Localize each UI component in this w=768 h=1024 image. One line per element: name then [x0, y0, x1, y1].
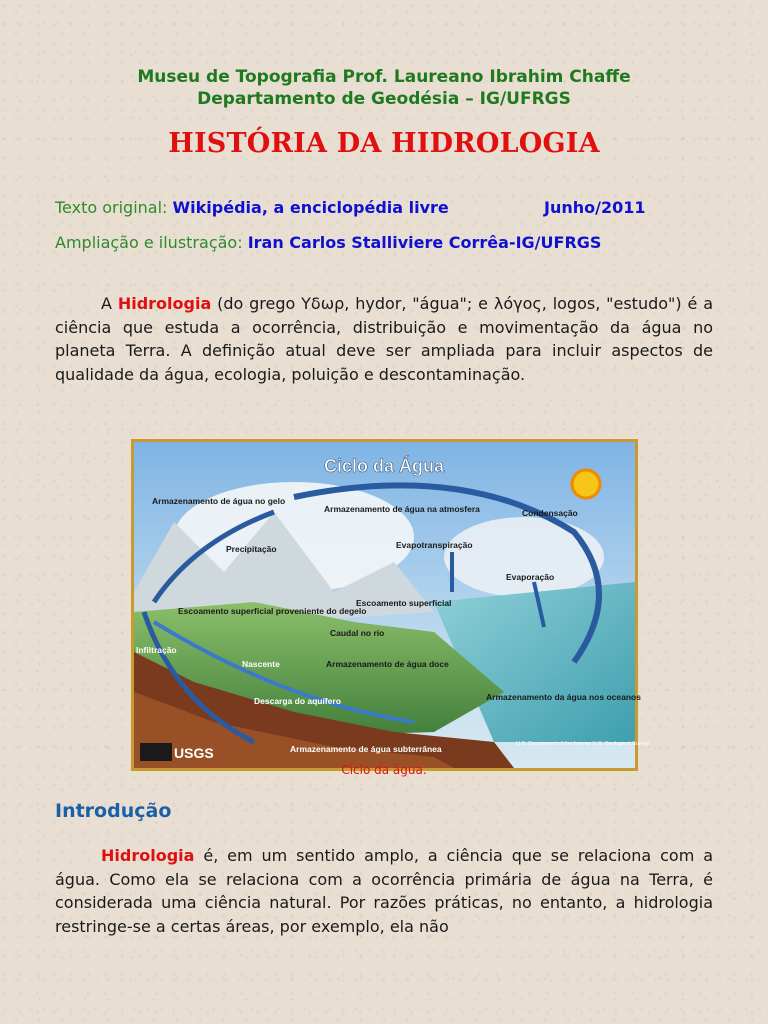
label-subterranea: Armazenamento de água subterrânea — [290, 744, 442, 754]
original-source[interactable]: Wikipédia, a enciclopédia livre — [172, 198, 449, 217]
introducao-paragraph — [55, 844, 713, 938]
usgs-credit: U.S. Department of the Interior U.S. Geological Survey — [516, 741, 650, 747]
label-precipitacao: Precipitação — [226, 544, 277, 554]
label-escoamento-degelo: Escoamento superficial proveniente do degelo — [178, 606, 367, 616]
usgs-logo: USGS — [174, 745, 214, 761]
hidrologia-keyword: Hidrologia — [117, 294, 212, 313]
label-atmosfera: Armazenamento de água na atmosfera — [324, 504, 480, 514]
label-agua-doce: Armazenamento de água doce — [326, 659, 449, 669]
page-title: HISTÓRIA DA HIDROLOGIA — [168, 128, 600, 159]
section-heading-introducao: Introdução — [55, 800, 172, 822]
ampliacao-label: Ampliação e ilustração: — [55, 233, 243, 252]
label-caudal: Caudal no rio — [330, 628, 385, 638]
figure-caption: Ciclo da água. — [341, 763, 427, 777]
water-cycle-diagram — [134, 442, 650, 768]
introducao-text: é, em um sentido amplo, a ciência que se relaciona com a água. Como ela se relaciona com a ocorrência primária de água na Terra, é considerada uma ciência natural. Por razões práticas, no entanto, a hidrologia restringe-se a certas áreas, por exemplo, ela não — [55, 846, 713, 936]
label-nascente: Nascente — [242, 659, 280, 669]
usgs-logo-mark — [140, 743, 172, 761]
label-infiltracao: Infiltração — [136, 645, 177, 655]
intro-paragraph — [55, 292, 713, 386]
original-label: Texto original: — [55, 198, 168, 217]
intro-text: (do grego Υδωρ, hydor, "água"; e λόγος, logos, "estudo") é a ciência que estuda a ocorrência, distribuição e movimentação da água no planeta Terra. A definição atual deve ser ampliada para incluir aspectos de qualidade da água, ecologia, poluição e descontaminação. — [55, 294, 713, 384]
hidrologia-keyword-2: Hidrologia — [101, 846, 195, 865]
figure-title: Ciclo da Água — [323, 456, 445, 476]
cloud — [444, 517, 604, 597]
publication-date: Junho/2011 — [544, 198, 646, 217]
intro-prefix: A — [101, 294, 112, 313]
original-text-credit — [55, 198, 646, 217]
department-name: Departamento de Geodésia – IG/UFRGS — [197, 89, 571, 109]
label-condensacao: Condensação — [522, 508, 578, 518]
label-escoamento: Escoamento superficial — [356, 598, 452, 608]
label-oceanos: Armazenamento da água nos oceanos — [486, 692, 641, 702]
museum-name: Museu de Topografia Prof. Laureano Ibrahim Chaffe — [137, 67, 631, 87]
illustration-credit — [55, 233, 601, 252]
sun-icon — [572, 470, 600, 498]
label-gelo: Armazenamento de água no gelo — [152, 496, 286, 506]
author-name: Iran Carlos Stalliviere Corrêa-IG/UFRGS — [247, 233, 602, 252]
water-cycle-figure — [131, 439, 650, 771]
label-descarga: Descarga do aquífero — [254, 696, 341, 706]
label-evaporacao: Evaporação — [506, 572, 555, 582]
label-evapotranspiracao: Evapotranspiração — [396, 540, 473, 550]
